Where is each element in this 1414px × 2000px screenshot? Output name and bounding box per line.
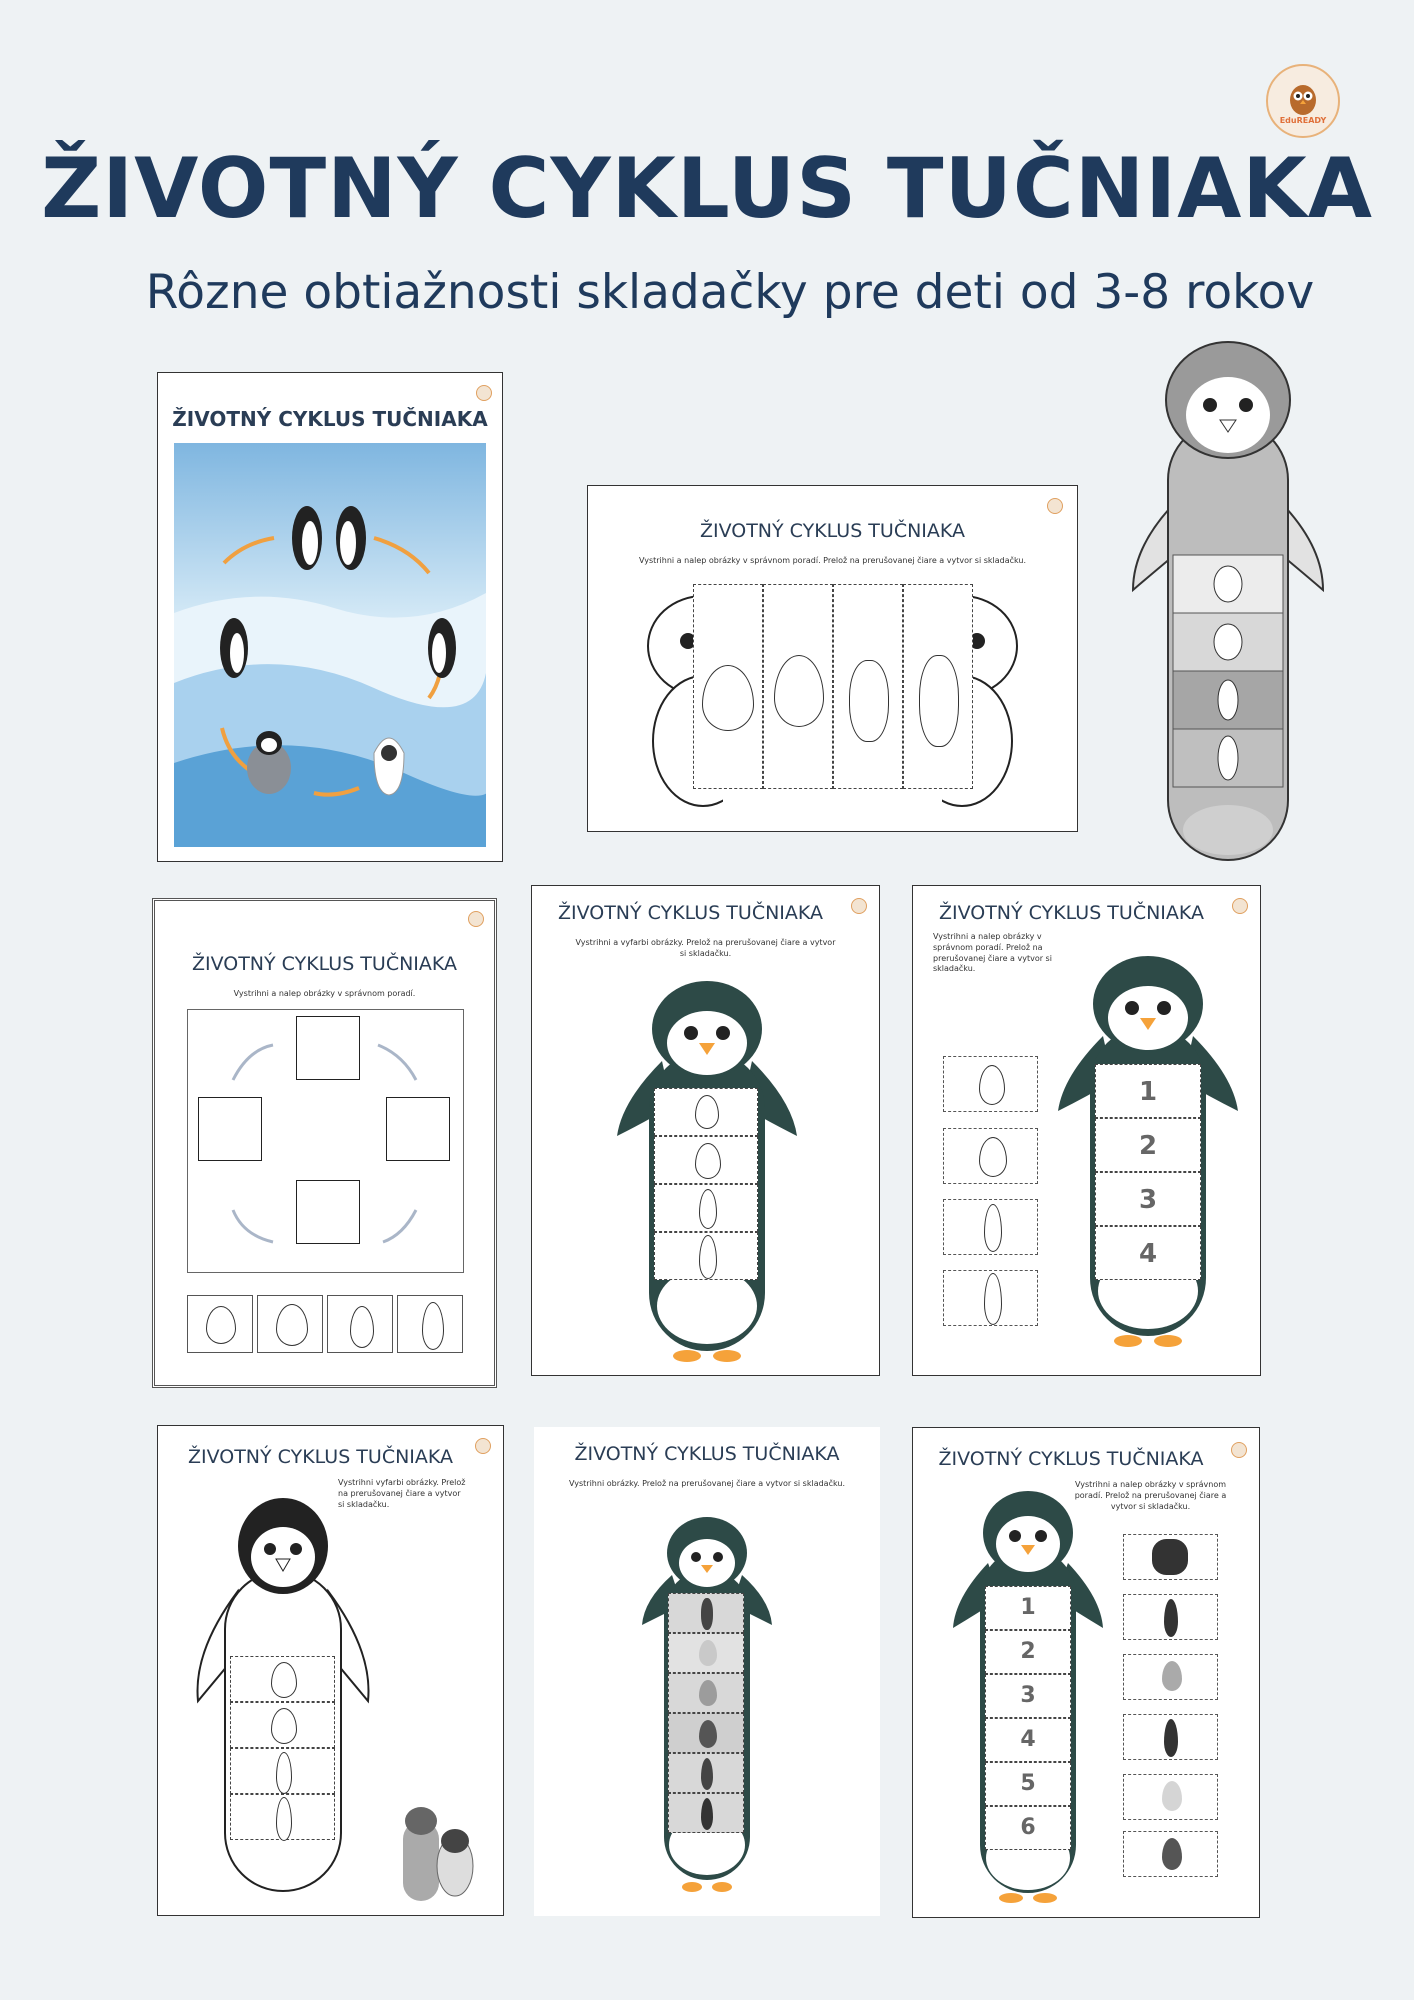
cutout-egg[interactable] <box>1123 1654 1218 1700</box>
stage-cell[interactable] <box>230 1748 335 1794</box>
stage-cell[interactable] <box>230 1702 335 1748</box>
adult-penguin-icon <box>919 655 959 747</box>
numbered-cell[interactable] <box>985 1762 1071 1806</box>
grey-cell[interactable] <box>668 1673 744 1713</box>
sheet-title: ŽIVOTNÝ CYKLUS TUČNIAKA <box>938 1448 1204 1470</box>
sheet-instructions: Vystrihni a nalep obrázky v správnom poradí. Prelož na prerušovanej čiare a vytvor si skladačku. <box>933 932 1052 974</box>
sheet-title: ŽIVOTNÝ CYKLUS TUČNIAKA <box>191 953 458 975</box>
grey-cell[interactable] <box>668 1793 744 1833</box>
cycle-frame <box>187 1009 464 1273</box>
egg-icon <box>979 1065 1005 1105</box>
chick-icon <box>849 660 889 742</box>
cell-number: 6 <box>1020 1815 1036 1840</box>
cutout-egg[interactable] <box>943 1056 1038 1112</box>
juvenile-penguin-icon <box>701 1758 713 1790</box>
adult-penguin-icon <box>276 1797 292 1841</box>
stage-panel[interactable] <box>763 584 833 789</box>
numbered-cell[interactable] <box>985 1718 1071 1762</box>
chick-icon <box>350 1306 374 1348</box>
page-title: ŽIVOTNÝ CYKLUS TUČNIAKA <box>41 140 1373 237</box>
cycle-arrows <box>188 1010 463 1272</box>
sheet-title: ŽIVOTNÝ CYKLUS TUČNIAKA <box>699 520 966 542</box>
numbered-cell[interactable] <box>1095 1064 1201 1118</box>
stage-panel[interactable] <box>903 584 973 789</box>
sheet-title: ŽIVOTNÝ CYKLUS TUČNIAKA <box>187 1446 454 1468</box>
sheet-logo-icon <box>476 385 492 401</box>
numbered-cell[interactable] <box>985 1674 1071 1718</box>
cell-number: 4 <box>1020 1727 1036 1752</box>
adult-penguin-icon <box>701 1798 713 1830</box>
folded-penguins-photo <box>393 1806 483 1906</box>
sheet-title: ŽIVOTNÝ CYKLUS TUČNIAKA <box>557 902 824 924</box>
egg-icon <box>206 1306 236 1344</box>
adult-penguin-icon <box>422 1302 444 1350</box>
numbered-cell[interactable] <box>1095 1118 1201 1172</box>
adult-penguin-icon <box>984 1273 1002 1325</box>
cell-number: 3 <box>1020 1683 1036 1708</box>
cell-number: 2 <box>1020 1639 1036 1664</box>
egg-icon <box>702 665 754 731</box>
sheet-instructions: Vystrihni obrázky. Prelož na prerušovanej čiare a vytvor si skladačku. <box>569 1479 845 1488</box>
cutout-juvenile[interactable] <box>1123 1714 1218 1760</box>
grey-cell[interactable] <box>668 1713 744 1753</box>
cutout-egg[interactable] <box>187 1295 253 1353</box>
hatchling-icon <box>276 1304 308 1346</box>
penguin-pair-icon <box>1152 1539 1188 1575</box>
stage-cell[interactable] <box>230 1656 335 1702</box>
stage-panel[interactable] <box>833 584 903 789</box>
sheet-instructions: Vystrihni a nalep obrázky v správnom poradí. Prelož na prerušovanej čiare a vytvor si skladačku. <box>1074 1480 1227 1511</box>
stage-cell[interactable] <box>654 1136 758 1184</box>
sheet-grey-strip <box>534 1427 880 1916</box>
hatchling-icon <box>695 1143 721 1179</box>
juvenile-penguin-icon <box>1164 1719 1178 1757</box>
sheet-logo-icon <box>1047 498 1063 514</box>
egg-icon <box>271 1662 297 1698</box>
stage-cell[interactable] <box>654 1088 758 1136</box>
chick-icon <box>1162 1838 1182 1870</box>
cutout-pair[interactable] <box>1123 1534 1218 1580</box>
numbered-cell[interactable] <box>985 1630 1071 1674</box>
sheet-penguin-strip <box>531 885 880 1376</box>
numbered-cell[interactable] <box>985 1806 1071 1850</box>
cutout-hatchling[interactable] <box>943 1128 1038 1184</box>
numbered-cell[interactable] <box>985 1586 1071 1630</box>
sheet-numbered-four <box>912 885 1261 1376</box>
cutout-adult[interactable] <box>1123 1594 1218 1640</box>
cell-number: 5 <box>1020 1771 1036 1796</box>
sheet-instructions: Vystrihni a vyfarbi obrázky. Prelož na prerušovanej čiare a vytvor si skladačku. <box>575 938 836 958</box>
stage-cell[interactable] <box>654 1184 758 1232</box>
cover-scene <box>174 443 486 847</box>
egg-icon <box>699 1680 717 1706</box>
grey-cell[interactable] <box>668 1633 744 1673</box>
hatchling-icon <box>271 1708 297 1744</box>
cell-number: 1 <box>1020 1595 1036 1620</box>
adult-penguin-icon <box>1164 1599 1178 1637</box>
grey-cell[interactable] <box>668 1753 744 1793</box>
page-subtitle: Rôzne obtiažnosti skladačky pre deti od 3-8 rokov <box>145 265 1315 320</box>
cutout-adult[interactable] <box>943 1270 1038 1326</box>
stage-panel[interactable] <box>693 584 763 789</box>
chick-icon <box>984 1204 1002 1252</box>
cutout-adult[interactable] <box>397 1295 463 1353</box>
sheet-numbered-six <box>912 1427 1260 1918</box>
cutout-chick[interactable] <box>1123 1831 1218 1877</box>
cell-number: 2 <box>1138 1131 1158 1161</box>
chick-icon <box>276 1752 292 1794</box>
sheet-title: ŽIVOTNÝ CYKLUS TUČNIAKA <box>172 407 488 431</box>
egg-icon <box>1162 1661 1182 1691</box>
cutout-chick[interactable] <box>943 1199 1038 1255</box>
cell-number: 3 <box>1138 1185 1158 1215</box>
folded-penguin-photo <box>1128 340 1328 880</box>
cell-number: 4 <box>1138 1239 1158 1269</box>
numbered-cell[interactable] <box>1095 1226 1201 1280</box>
cutout-egg-white[interactable] <box>1123 1774 1218 1820</box>
cutout-chick[interactable] <box>327 1295 393 1353</box>
grey-cell[interactable] <box>668 1593 744 1633</box>
chick-icon <box>699 1189 717 1229</box>
sheet-title: ŽIVOTNÝ CYKLUS TUČNIAKA <box>938 902 1205 924</box>
egg-icon <box>699 1640 717 1666</box>
egg-icon <box>695 1095 719 1129</box>
stage-cell[interactable] <box>654 1232 758 1280</box>
sheet-outline-color <box>157 1425 504 1916</box>
brand-logo <box>1266 64 1340 138</box>
hatchling-icon <box>979 1137 1007 1177</box>
sheet-title: ŽIVOTNÝ CYKLUS TUČNIAKA <box>574 1443 840 1465</box>
adult-penguin-icon <box>699 1235 717 1279</box>
logo-text: EduREADY <box>1279 116 1327 125</box>
hatchling-icon <box>774 655 824 727</box>
sheet-instructions: Vystrihni a nalep obrázky v správnom poradí. <box>233 989 416 998</box>
cell-number: 1 <box>1138 1077 1158 1107</box>
sheet-instructions: Vystrihni vyfarbi obrázky. Prelož na prerušovanej čiare a vytvor si skladačku. <box>338 1478 466 1509</box>
sheet-landscape-strip <box>587 485 1078 832</box>
sheet-logo-icon <box>468 911 484 927</box>
sheet-instructions: Vystrihni a nalep obrázky v správnom poradí. Prelož na prerušovanej čiare a vytvor si skladačku. <box>638 556 1027 565</box>
chick-icon <box>699 1720 717 1748</box>
numbered-cell[interactable] <box>1095 1172 1201 1226</box>
sheet-cycle-circle <box>152 898 497 1388</box>
stage-cell[interactable] <box>230 1794 335 1840</box>
sheet-cover <box>157 372 503 862</box>
cutout-hatchling[interactable] <box>257 1295 323 1353</box>
egg-icon <box>1162 1781 1182 1811</box>
adult-penguin-icon <box>701 1598 713 1630</box>
